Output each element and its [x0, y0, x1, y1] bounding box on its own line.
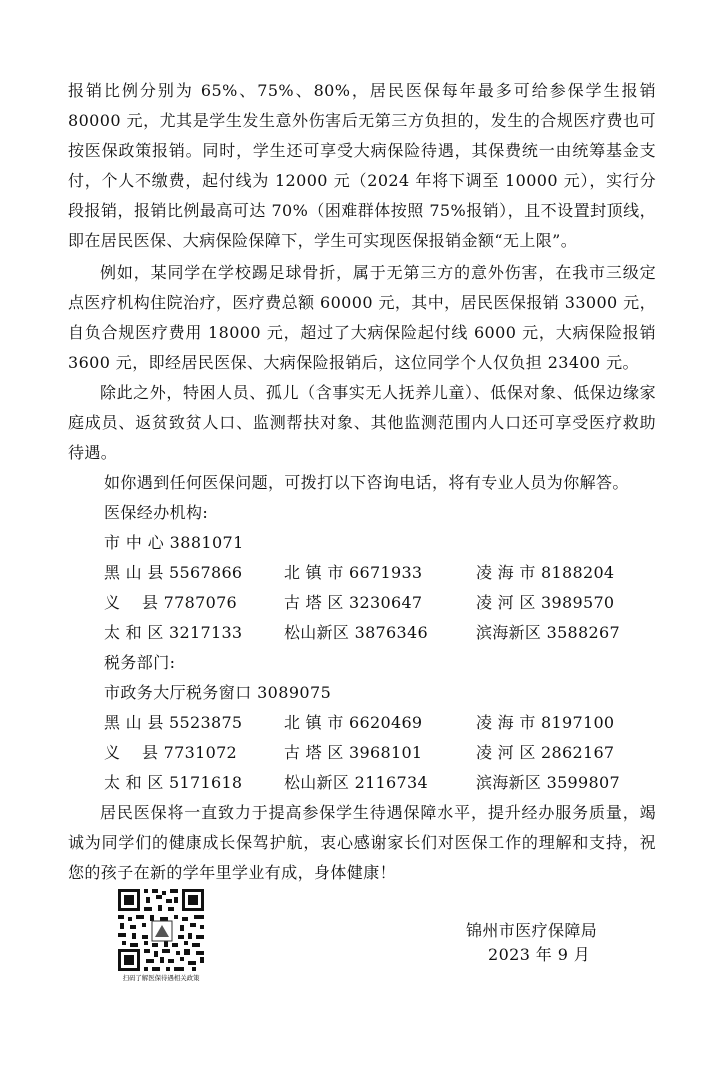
qr-caption: 扫码了解医保待遇相关政策 [122, 974, 200, 982]
tax-department-row [104, 708, 664, 738]
phone-entry: 黑 山 县 5567866 [104, 563, 243, 582]
qr-code[interactable] [102, 887, 220, 977]
medical-agency-center: 市 中 心 3881071 [104, 533, 244, 552]
phone-entry: 义 县 7787076 [104, 593, 238, 612]
phone-entry: 北 镇 市 6620469 [284, 713, 423, 732]
phone-entry: 凌 河 区 3989570 [476, 593, 615, 612]
medical-agency-row [104, 558, 664, 588]
phone-entry: 凌 河 区 2862167 [476, 743, 615, 762]
phone-entry: 古 塔 区 3230647 [284, 593, 423, 612]
phone-entry: 松山新区 3876346 [284, 623, 428, 642]
paragraph-medical-assistance: 除此之外，特困人员、孤儿（含事实无人抚养儿童）、低保对象、低保边缘家庭成员、返贫致贫人口、监测帮扶对象、其他监测范围内人口还可享受医疗救助待遇。 [68, 383, 656, 462]
phone-entry: 滨海新区 3599807 [476, 773, 620, 792]
qr-code-icon [102, 887, 220, 973]
paragraph-reimbursement-ratios: 报销比例分别为 65%、75%、80%，居民医保每年最多可给参保学生报销 80000 元，尤其是学生发生意外伤害后无第三方负担的，发生的合规医疗费也可按医保政策报销。同时，学生还可享受大病保险待遇，其保费统一由统筹基金支付，个人不缴费，起付线为 12000 元（2024 年将下调至 10000 元），实行分段报销，报销比例最高可达 70%（困难群体按照 75%报销），且不设置封顶线，即在居民医保、大病保险保障下，学生可实现医保报销金额“无上限”。 [68, 81, 656, 250]
paragraph-example: 例如，某同学在学校踢足球骨折，属于无第三方的意外伤害，在我市三级定点医疗机构住院治疗，医疗费总额 60000 元，其中，居民医保报销 33000 元，自负合规医疗费用 18000 元，超过了大病保险起付线 6000 元，大病保险报销 3600 元，即经居民医保、大病保险报销后，这位同学个人仅负担 23400 元。 [68, 263, 656, 372]
phone-entry: 凌 海 市 8197100 [476, 713, 615, 732]
phone-entry: 北 镇 市 6671933 [284, 563, 423, 582]
tax-department-row [104, 768, 664, 798]
phone-entry: 滨海新区 3588267 [476, 623, 620, 642]
medical-agency-heading: 医保经办机构: [104, 503, 209, 522]
tax-department-row [104, 738, 664, 768]
phone-entry: 太 和 区 5171618 [104, 773, 243, 792]
paragraph-closing: 居民医保将一直致力于提高参保学生待遇保障水平，提升经办服务质量，竭诚为同学们的健康成长保驾护航，衷心感谢家长们对医保工作的理解和支持，祝您的孩子在新的学年里学业有成，身体健康！ [68, 803, 656, 882]
paragraph-hotline-intro: 如你遇到任何医保问题，可拨打以下咨询电话，将有专业人员为你解答。 [104, 473, 629, 492]
phone-entry: 松山新区 2116734 [284, 773, 428, 792]
signature-date: 2023 年 9 月 [488, 945, 591, 964]
phone-entry: 太 和 区 3217133 [104, 623, 243, 642]
signature-organization: 锦州市医疗保障局 [466, 921, 598, 940]
tax-department-heading: 税务部门: [104, 653, 176, 672]
medical-agency-row [104, 618, 664, 648]
tax-department-center: 市政务大厅税务窗口 3089075 [104, 683, 332, 702]
phone-entry: 古 塔 区 3968101 [284, 743, 423, 762]
phone-entry: 黑 山 县 5523875 [104, 713, 243, 732]
phone-entry: 义 县 7731072 [104, 743, 238, 762]
phone-entry: 凌 海 市 8188204 [476, 563, 615, 582]
medical-agency-row [104, 588, 664, 618]
